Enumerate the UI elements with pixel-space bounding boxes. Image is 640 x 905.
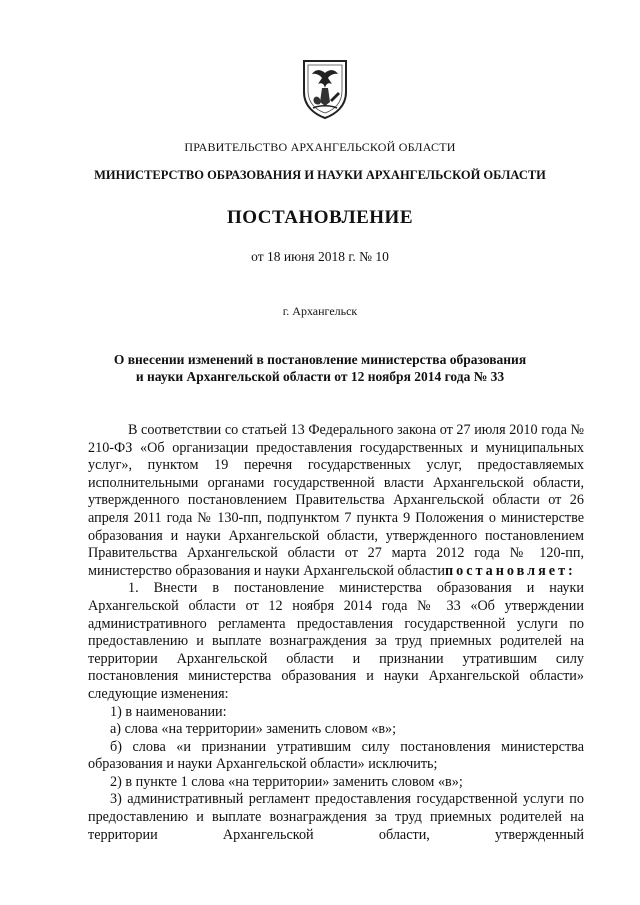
item-1-2-paragraph: 2) в пункте 1 слова «на территории» заменить словом «в»;	[110, 773, 463, 790]
date-and-number: от 18 июня 2018 г. № 10	[251, 249, 389, 264]
coat-of-arms-emblem	[300, 58, 350, 120]
subject-line-1: О внесении изменений в постановление министерства образования	[113, 352, 527, 367]
decree-word: постановляет:	[444, 562, 576, 579]
ministry-name: МИНИСТЕРСТВО ОБРАЗОВАНИЯ И НАУКИ АРХАНГЕЛЬСКОЙ ОБЛАСТИ	[94, 168, 546, 182]
item-1-1-b-paragraph: б) слова «и признании утратившим силу постановления министерства образования и науки Архангельской области» исключить;	[88, 738, 584, 773]
item-1-1-paragraph: 1) в наименовании:	[110, 703, 227, 720]
document-body	[88, 422, 584, 844]
city-name: г. Архангельск	[282, 304, 358, 318]
item-1-1-a-paragraph: а) слова «на территории» заменить словом «в»;	[110, 721, 397, 738]
item-1-paragraph: 1. Внести в постановление министерства образования и науки Архангельской области от 12 ноября 2014 года № 33 «Об утверждении административного регламента предоставления государственной услуги по предоставлению и выплате вознаграждения за труд приемных родителей на территории Архангельской области и признании утратившим силу постановления министерства образования и науки Архангельской области» следующие изменения:	[88, 580, 584, 702]
government-name: ПРАВИТЕЛЬСТВО АРХАНГЕЛЬСКОЙ ОБЛАСТИ	[184, 140, 456, 154]
preamble-text: В соответствии со статьей 13 Федерального закона от 27 июля 2010 года № 210-ФЗ «Об организации предоставления государственных и муниципальных услуг», пунктом 19 перечня государственных услуг, предоставляемых исполнительными органами государственной власти Архангельской области, утвержденного постановлением Правительства Архангельской области от 26 апреля 2011 года № 130-пп, подпунктом 7 пункта 9 Положения о министерстве образования и науки Архангельской области, утвержденного постановлением Правительства Архангельской области от 27 марта 2012 года № 120-пп, министерство образования и науки Архангельской области	[88, 422, 584, 579]
document-type-title: ПОСТАНОВЛЕНИЕ	[226, 207, 414, 228]
preamble-paragraph	[88, 422, 584, 580]
item-1-3-paragraph: 3) административный регламент предоставления государственной услуги по предоставлению и выплате вознаграждения за труд приемных родителей на территории Архангельской области, утвержденный	[88, 791, 584, 843]
subject-line-2: и науки Архангельской области от 12 ноября 2014 года № 33	[135, 369, 505, 384]
decree-subject	[0, 351, 640, 385]
